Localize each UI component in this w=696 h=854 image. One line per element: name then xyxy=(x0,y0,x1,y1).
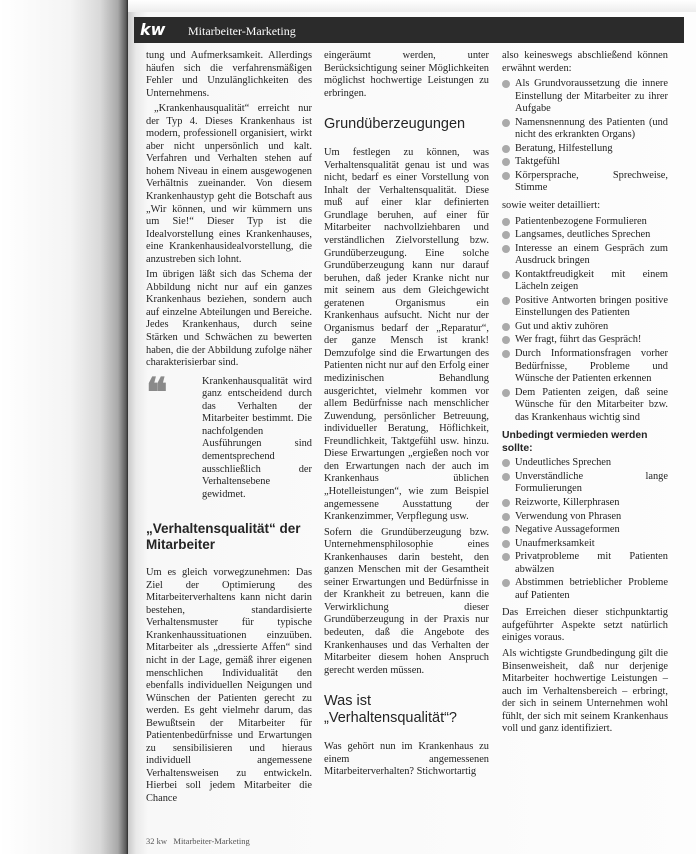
bullet-icon xyxy=(502,473,510,481)
bullet-icon xyxy=(502,459,510,467)
bullet-list xyxy=(502,457,668,602)
list-item: Taktgefühl xyxy=(502,156,668,169)
list-item: Interesse an einem Gespräch zum Ausdruck bringen xyxy=(502,243,668,268)
list-item: Beratung, Hilfestellung xyxy=(502,143,668,156)
list-item: Unverständliche lange Formulierungen xyxy=(502,471,668,496)
bullet-icon xyxy=(502,119,510,127)
bullet-icon xyxy=(502,297,510,305)
list-item: Wer fragt, führt das Gespräch! xyxy=(502,334,668,347)
list-heading: Unbedingt vermieden werden sollte: xyxy=(502,430,648,454)
bullet-list xyxy=(502,216,668,425)
list-item: Positive Antworten bringen positive Einstellungen des Patienten xyxy=(502,295,668,320)
paragraph: eingeräumt werden, unter Berücksichtigung seiner Möglichkeiten möglichst hochwertige Leistungen zu erbringen. xyxy=(324,50,489,99)
list-item: Gut und aktiv zuhören xyxy=(502,321,668,334)
list-item: Dem Patienten zeigen, daß seine Wünsche für den Mitarbeiter bzw. das Krankenhaus wichtig sind xyxy=(502,387,668,425)
list-item: Abstimmen betrieblicher Probleme auf Patienten xyxy=(502,577,668,602)
paragraph: also keineswegs abschließend können erwähnt werden: xyxy=(502,50,668,74)
bullet-icon xyxy=(502,499,510,507)
book-spine-shadow xyxy=(0,0,128,854)
bullet-icon xyxy=(502,336,510,344)
list-item: Kontaktfreudigkeit mit einem Lächeln zeigen xyxy=(502,269,668,294)
bullet-icon xyxy=(502,218,510,226)
section-heading: Was ist „Verhaltensqualität“? xyxy=(324,693,457,727)
list-item: Unaufmerksamkeit xyxy=(502,538,668,551)
list-item: Reizworte, Killerphrasen xyxy=(502,497,668,510)
bullet-icon xyxy=(502,245,510,253)
bullet-icon xyxy=(502,271,510,279)
paragraph: Um festlegen zu können, was Verhaltensqualität genau ist und was nicht, bedarf es einer Vorstellung von Inhalt der Verhaltensqualität. Diese muß auf einer klar definierten Grundlage beruhen, auf einer für Mitarbeiter nachvollziehbaren und verständlichen Zielvorstellung bzw. Grundüberzeugung. Eine solche Grundüberzeugung kann nur darauf beruhen, daß jeder Kranke nicht nur mit seinem aus dem Gleichgewicht geratenen Organismus ein Krankenhaus aufsucht. Nicht nur der Organismus bedarf der „Reparatur“, der ganze Mensch ist krank! Demzufolge sind die Erwartungen des Patienten nicht nur auf den Erfolg einer medizinischen Behandlung ausgerichtet, vielmehr kommen vor allem Bedürfnisse nach menschlicher Zuwendung, persönlicher Betreuung, individueller Beratung, Höflichkeit, Freundlichkeit, Taktgefühl usw. hinzu. Diese Erwartungen „ergießen noch vor den Erwartungen nach der auch im Krankenhaus üblichen „Hotelleistungen“, wie zum Beispiel angemessene Ausstattung der Krankenzimmer, Verpflegung usw. xyxy=(324,147,489,523)
bullet-list xyxy=(502,78,668,195)
bullet-icon xyxy=(502,158,510,166)
section-heading: „Verhaltensqualität“ der Mitarbeiter xyxy=(146,521,301,553)
bullet-icon xyxy=(502,540,510,548)
paragraph: tung und Aufmerksamkeit. Allerdings häufen sich die verfahrensmäßigen Fehler und Unzulänglichkeiten des Unternehmens. xyxy=(146,50,312,99)
section-title: Mitarbeiter-Marketing xyxy=(188,24,296,38)
list-item: Undeutliches Sprechen xyxy=(502,457,668,470)
list-item: Durch Informationsfragen vorher Bedürfnisse, Probleme und Wünsche der Patienten erkennen xyxy=(502,348,668,386)
magazine-logo: kw xyxy=(140,20,166,39)
paragraph: Das Erreichen dieser stichpunktartig aufgeführter Aspekte setzt natürlich einiges voraus. xyxy=(502,607,668,644)
section-heading: Grundüberzeugungen xyxy=(324,116,466,133)
column-2 xyxy=(324,50,489,830)
bullet-icon xyxy=(502,579,510,587)
paragraph: Sofern die Grundüberzeugung bzw. Unternehmensphilosophie eines Krankenhauses darin besteht, den ganzen Menschen mit der Gesamtheit seiner Erwartungen und Bedürfnisse in der Krankheit zu betreuen, kann die Verwirklichung dieser Grundüberzeugung in der Praxis nur bedeuten, daß die Angebote des Krankenhauses und das Verhalten der Mitarbeiter diesem hohen Anspruch gerecht werden müssen. xyxy=(324,526,489,676)
bullet-icon xyxy=(502,145,510,153)
list-item: Privatprobleme mit Patienten abwälzen xyxy=(502,551,668,576)
pull-quote xyxy=(146,369,312,501)
bullet-icon xyxy=(502,526,510,534)
bullet-icon xyxy=(502,231,510,239)
bullet-icon xyxy=(502,323,510,331)
bullet-icon xyxy=(502,513,510,521)
column-3 xyxy=(502,50,668,830)
paragraph: Was gehört nun im Krankenhaus zu einem angemessenen Mitarbeiterverhalten? Stichwortartig xyxy=(324,741,489,778)
bullet-icon xyxy=(502,350,510,358)
page-number: 32 kw xyxy=(146,836,168,846)
paragraph: „Krankenhausqualität“ erreicht nur der Typ 4. Dieses Krankenhaus ist modern, professionell organisiert, wirkt aber nicht unpersönlich und kalt. Verfahren und Verhalten stehen auf hohem Niveau in einem ausgewogenen Verhältnis zueinander. Von diesem Krankenhaustyp geht die Botschaft aus „Wir können, und wir kümmern uns um Sie!“ Dieser Typ ist die Idealvorstellung eines Krankenhauses, eine Krankenhausidealvorstellung, die anzustreben sich lohnt. xyxy=(146,103,312,265)
page-footer xyxy=(146,836,250,846)
list-item: Als Grundvoraussetzung die innere Einstellung der Mitarbeiter zu ihrer Aufgabe xyxy=(502,78,668,116)
list-item: Negative Aussageformen xyxy=(502,524,668,537)
bullet-icon xyxy=(502,389,510,397)
list-item: Langsames, deutliches Sprechen xyxy=(502,229,668,242)
paragraph: Als wichtigste Grundbedingung gilt die Binsenweisheit, daß nur derjenige Mitarbeiter hochwertige Leistungen – auch im Verhaltensbereich – erbringt, der sich in seinem Unternehmen wohl fühlt, der sich mit seinem Krankenhaus voll und ganz identifiziert. xyxy=(502,647,668,735)
paragraph: Im übrigen läßt sich das Schema der Abbildung nicht nur auf ein ganzes Krankenhaus beziehen, sondern auch auf einzelne Abteilungen und Bereiche. Jedes Krankenhaus, durch seine Stärken und Schwächen zu bewerten haben, die der Abbildung zufolge näher charakterisierbar sind. xyxy=(146,269,312,369)
list-item: Namensnennung des Patienten (und nicht des erkrankten Organs) xyxy=(502,117,668,142)
paragraph: Um es gleich vorwegzunehmen: Das Ziel der Optimierung des Mitarbeiterverhaltens kann nicht darin bestehen, standardisierte Verhaltensmuster für typische Krankenhaussituationen einzuüben. Mitarbeiter als „dressierte Affen“ sind nicht in der Lage, gemäß ihrer eigenen menschlichen Individualität den ebenfalls individuellen Neigungen und Wünschen der Patienten gerecht zu werden. Es geht vielmehr darum, das Bewußtsein der Mitarbeiter für Patientenbedürfnisse und Erwartungen zu sensibilisieren und hieraus individuell angemessene Verhaltensweisen zu entwickeln. Hierbei soll jedem Mitarbeiter die Chance xyxy=(146,567,312,804)
bullet-icon xyxy=(502,80,510,88)
bullet-icon xyxy=(502,553,510,561)
quote-marks-icon: ❝ xyxy=(146,369,168,415)
list-item: Verwendung von Phrasen xyxy=(502,511,668,524)
pull-quote-text: Krankenhausqualität wird ganz entscheidend durch das Verhalten der Mitarbeiter bestimmt. Die nachfolgenden Ausführungen sind dementsprechend ausschließlich der Verhaltensebene gewidmet. xyxy=(202,375,312,500)
bullet-icon xyxy=(502,172,510,180)
column-1 xyxy=(146,50,312,830)
footer-journal: Mitarbeiter-Marketing xyxy=(173,836,250,846)
page-top-edge xyxy=(128,0,696,12)
list-item: Körpersprache, Sprechweise, Stimme xyxy=(502,170,668,195)
list-item: Patientenbezogene Formulieren xyxy=(502,216,668,229)
paragraph: sowie weiter detailliert: xyxy=(502,200,601,212)
